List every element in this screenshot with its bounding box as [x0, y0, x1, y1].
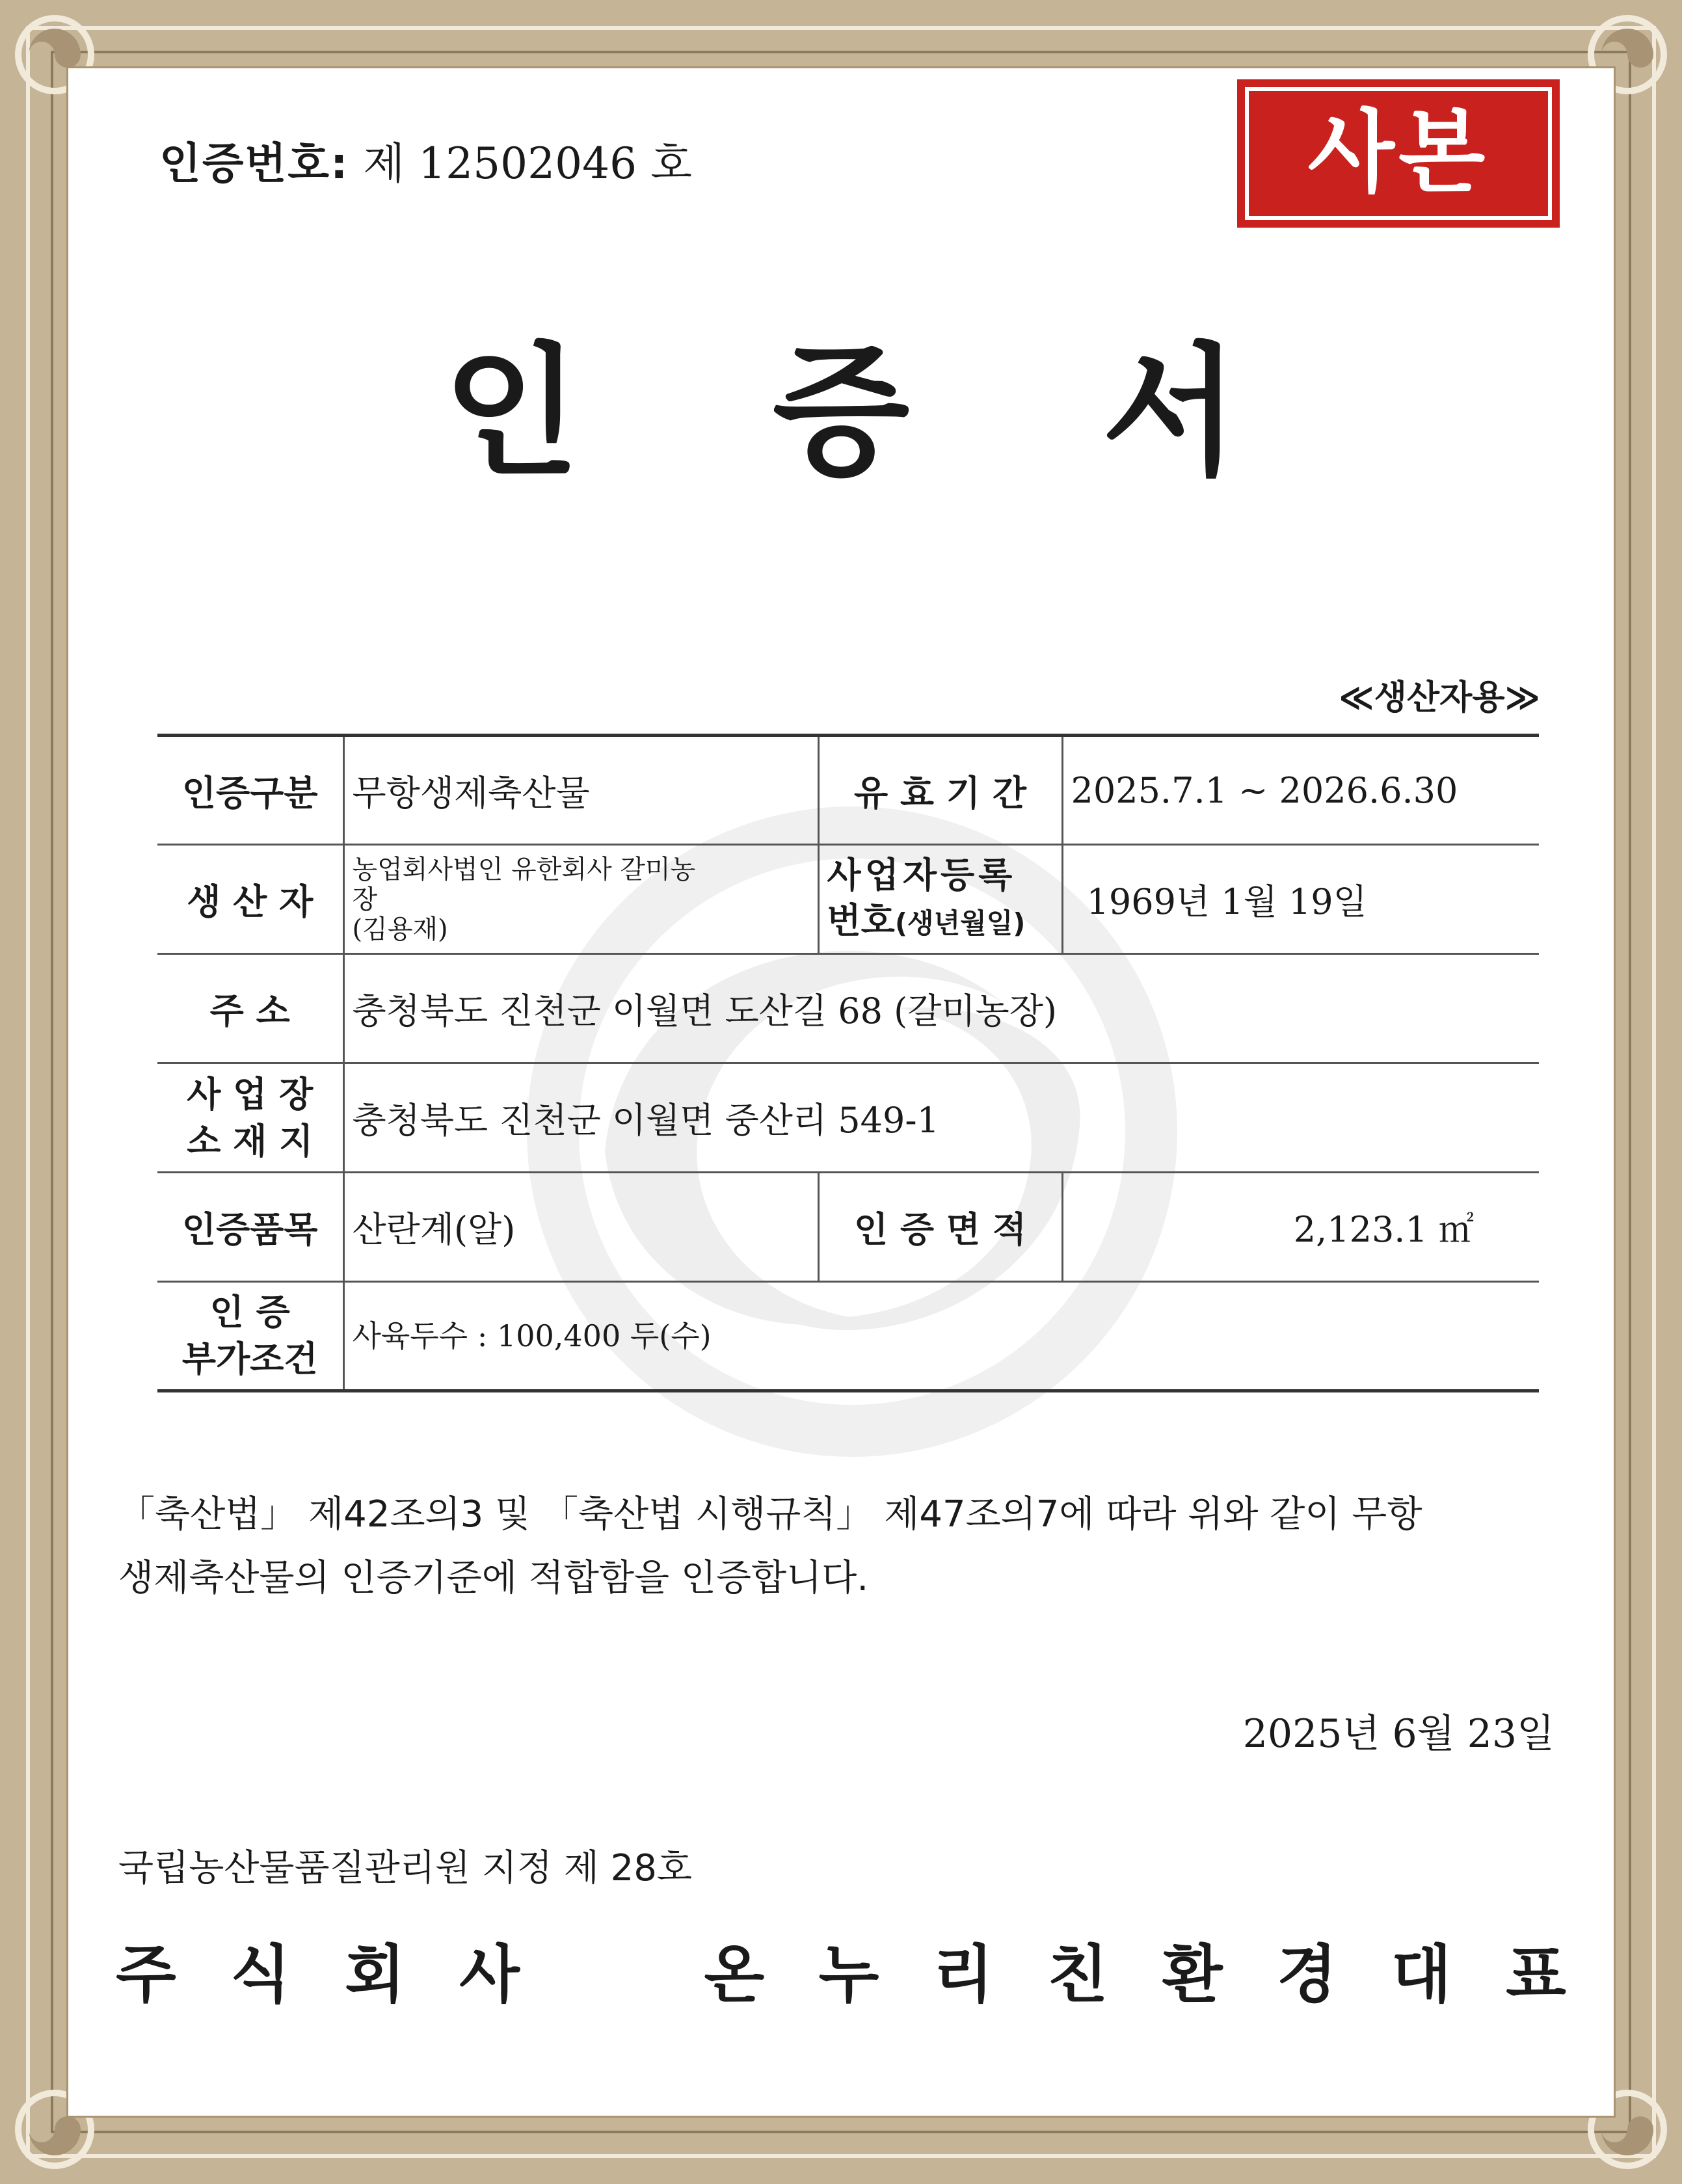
- site-label-line1: 사 업 장: [187, 1073, 314, 1115]
- table-row: [157, 1063, 1539, 1173]
- document-title: 인 증 서: [443, 330, 1311, 495]
- producer-value-line2: 장: [352, 884, 378, 914]
- producer-value-line1: 농업회사법인 유한회사 갈미농: [352, 854, 696, 885]
- address-value: 충청북도 진천군 이월면 도산길 68 (갈미농장): [343, 954, 1539, 1063]
- certification-statement: [118, 1483, 1562, 1610]
- table-row: [157, 954, 1539, 1063]
- issuer-char: 경: [1276, 1938, 1337, 2011]
- issuer-char: 대: [1391, 1938, 1452, 2011]
- issuer-char: 환: [1162, 1938, 1223, 2011]
- table-row: [157, 736, 1539, 845]
- issuer-char: 주: [116, 1938, 176, 2011]
- certificate-number-value: 제 12502046 호: [363, 139, 692, 189]
- issuer-char: 온: [704, 1938, 765, 2011]
- designation: 국립농산물품질관리원 지정 제 28호: [118, 1847, 693, 1889]
- certificate-number-label: 인증번호:: [159, 139, 349, 189]
- site-value: 충청북도 진천군 이월면 중산리 549-1: [343, 1063, 1539, 1173]
- statement-line2: 생제축산물의 인증기준에 적합함을 인증합니다.: [118, 1557, 869, 1599]
- table-row: [157, 1173, 1539, 1282]
- producer-label: 생 산 자: [157, 845, 343, 954]
- address-label: 주 소: [157, 954, 343, 1063]
- area-value: 2,123.1 ㎡: [1062, 1173, 1539, 1282]
- issuer-char: 리: [933, 1938, 994, 2011]
- condition-label-line1: 인 증: [209, 1292, 290, 1333]
- issuer-char: 회: [345, 1938, 405, 2011]
- site-label-line2: 소 재 지: [187, 1120, 314, 1162]
- table-row: [157, 845, 1539, 954]
- cert-type-label: 인증구분: [157, 736, 343, 845]
- producer-value: [343, 845, 818, 954]
- usage-note: ≪생산자용≫: [1339, 678, 1540, 717]
- site-label: [157, 1063, 343, 1173]
- issuer-gap: [574, 1925, 595, 2014]
- cert-type-value: 무항생제축산물: [343, 736, 818, 845]
- issuer-char: 식: [230, 1938, 291, 2011]
- producer-value-line3: (김용재): [352, 914, 448, 944]
- issue-date: 2025년 6월 23일: [1242, 1711, 1555, 1757]
- issuer-char: 누: [818, 1938, 879, 2011]
- issuer-char: 표: [1506, 1938, 1566, 2011]
- certificate-number: [159, 129, 692, 191]
- area-label: 인 증 면 적: [818, 1173, 1062, 1282]
- condition-value: 사육두수 : 100,400 두(수): [343, 1282, 1539, 1391]
- bizreg-label: [818, 845, 1062, 954]
- item-label: 인증품목: [157, 1173, 343, 1282]
- bizreg-label-line2a: 번호: [827, 899, 895, 941]
- statement-line1: 「축산법」 제42조의3 및 「축산법 시행규칙」 제47조의7에 따라 위와 같이 무항: [118, 1493, 1422, 1536]
- bizreg-label-line1: 사업자등록: [827, 854, 1017, 896]
- copy-stamp-text: 사본: [1245, 87, 1552, 220]
- bizreg-value: 1969년 1월 19일: [1062, 845, 1539, 954]
- condition-label: [157, 1282, 343, 1391]
- issuer-name: [116, 1925, 1566, 2014]
- copy-stamp: [1237, 79, 1560, 228]
- issuer-char: 사: [459, 1938, 520, 2011]
- condition-label-line2: 부가조건: [181, 1338, 318, 1379]
- item-value: 산란계(알): [343, 1173, 818, 1282]
- issuer-char: 친: [1047, 1938, 1108, 2011]
- bizreg-label-line2: [827, 898, 1054, 946]
- certificate-info-table: [157, 734, 1539, 1392]
- validity-value: 2025.7.1 ~ 2026.6.30: [1062, 736, 1539, 845]
- bizreg-label-line2b: (생년월일): [894, 907, 1026, 939]
- table-row: [157, 1282, 1539, 1391]
- validity-label: 유 효 기 간: [818, 736, 1062, 845]
